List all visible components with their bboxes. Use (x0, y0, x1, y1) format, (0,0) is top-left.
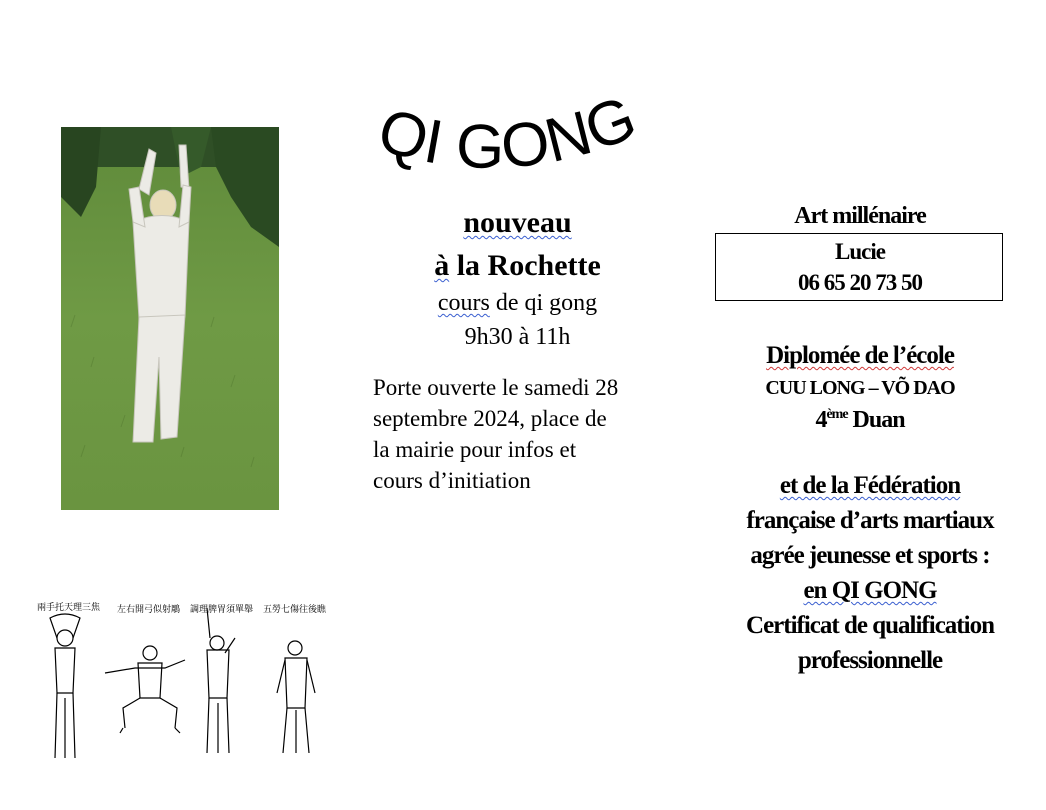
open-day-line-1: Porte ouverte le samedi 28 (373, 375, 619, 400)
course-b: de qi gong (489, 290, 598, 316)
time-line: 9h30 à 11h (464, 324, 571, 350)
federation-block (700, 468, 1040, 678)
course-a: cours (437, 290, 490, 316)
contact-phone: 06 65 20 73 50 (798, 270, 922, 295)
figure-caption-4: 五勞七傷往後瞧 (263, 605, 327, 615)
nouveau-text: nouveau (463, 206, 572, 239)
location-b: la Rochette (449, 249, 601, 282)
figure-caption-1: 兩手托天理三焦 (37, 603, 101, 613)
practitioner-photo (61, 127, 279, 510)
federation-line-1: et de la Fédération (779, 472, 961, 499)
art-heading: Art millénaire (794, 203, 926, 229)
location-a: à (434, 249, 450, 282)
diploma-text: Diplomée de l’école (766, 342, 954, 369)
nouveau-heading (360, 205, 675, 241)
location-heading (360, 248, 675, 284)
title-text: QI GONG (371, 82, 646, 183)
school-name: CUU LONG – VÕ DAO (765, 377, 955, 399)
qi-gong-exercises-illustration (35, 598, 335, 768)
title-svg (365, 70, 685, 190)
contact-name: Lucie (835, 239, 885, 264)
figure-caption-2: 左右開弓似射鵰 (117, 605, 181, 615)
duan-sup: ème (826, 407, 848, 422)
diploma-heading (715, 340, 1005, 372)
federation-line-5: Certificat de qualification (746, 612, 994, 639)
open-day-line-3: la mairie pour infos et (373, 437, 577, 462)
open-day-line-4: cours d’initiation (373, 468, 531, 493)
federation-line-3: agrée jeunesse et sports : (750, 542, 990, 569)
duan-word: Duan (847, 407, 905, 433)
open-day-paragraph (373, 372, 673, 496)
page-title (365, 70, 685, 190)
federation-line-6: professionnelle (797, 647, 943, 674)
duan-level (715, 404, 1005, 436)
duan-number: 4 (815, 407, 827, 433)
figure-caption-3: 調理脾胃須單舉 (190, 605, 254, 615)
federation-line-4: en QI GONG (803, 577, 937, 604)
open-day-line-2: septembre 2024, place de (373, 406, 607, 431)
course-line (360, 288, 675, 318)
federation-line-2: française d’arts martiaux (746, 507, 994, 534)
